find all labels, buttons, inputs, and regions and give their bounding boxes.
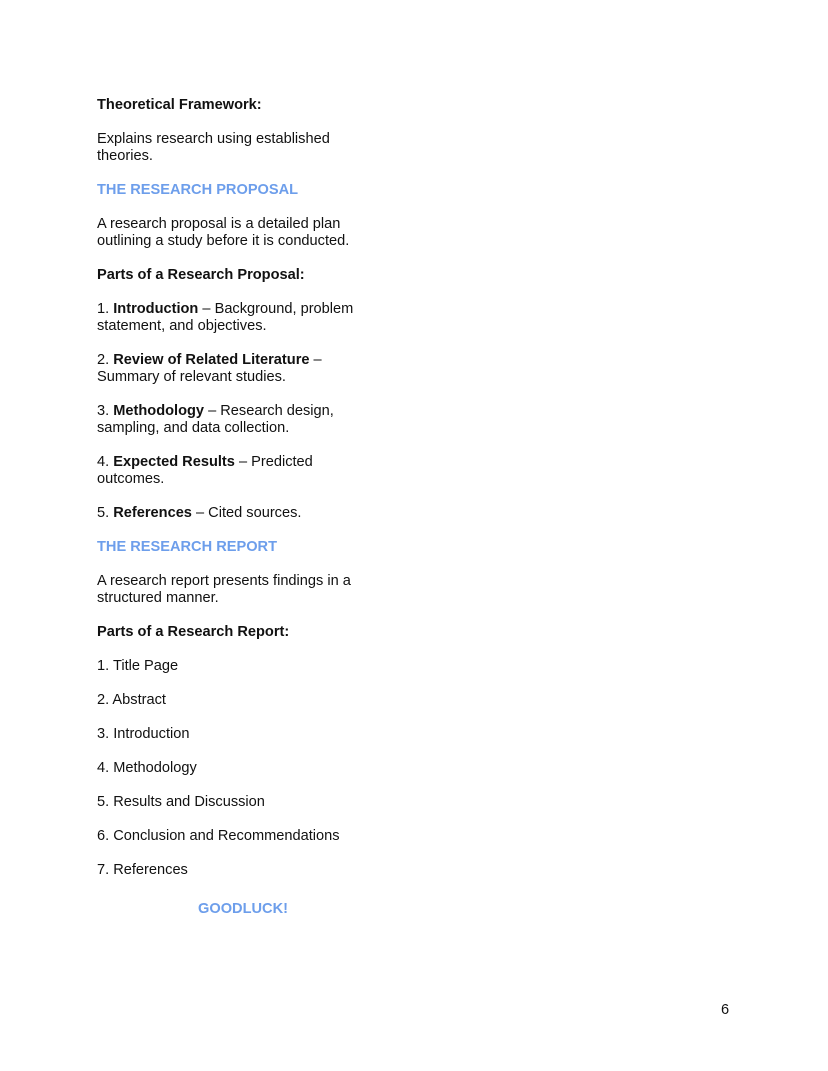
proposal-part-number: 1. (97, 301, 114, 317)
theoretical-framework-text: Explains research using established theories. (97, 131, 330, 164)
research-report-heading: THE RESEARCH REPORT (97, 539, 278, 555)
proposal-part-description: – Predicted outcomes. (97, 454, 313, 487)
proposal-part-description: – Research design, sampling, and data collection. (97, 403, 334, 436)
report-parts-heading: Parts of a Research Report: (97, 624, 290, 640)
proposal-part-term: Review of Related Literature (113, 352, 310, 368)
proposal-part-item (97, 403, 369, 437)
proposal-part-term: Introduction (113, 301, 199, 317)
proposal-part-term: References (113, 505, 192, 521)
report-part-item: 5. Results and Discussion (97, 794, 265, 810)
report-part-item: 6. Conclusion and Recommendations (97, 828, 340, 844)
proposal-part-number: 2. (97, 352, 114, 368)
proposal-part-description: – Summary of relevant studies. (97, 352, 322, 385)
proposal-part-description: – Cited sources. (191, 505, 302, 521)
proposal-part-term: Expected Results (113, 454, 235, 470)
proposal-part-description: – Background, problem statement, and objectives. (97, 301, 354, 334)
proposal-parts-heading: Parts of a Research Proposal: (97, 267, 305, 283)
research-proposal-intro: A research proposal is a detailed plan outlining a study before it is conducted. (97, 216, 350, 249)
goodluck-closing: GOODLUCK! (198, 901, 288, 917)
proposal-part-number: 5. (97, 505, 114, 521)
proposal-part-item (97, 352, 369, 386)
page-content (97, 97, 369, 896)
theoretical-framework-heading: Theoretical Framework: (97, 97, 262, 113)
report-part-item: 1. Title Page (97, 658, 179, 674)
proposal-part-term: Methodology (113, 403, 205, 419)
proposal-part-item (97, 301, 369, 335)
proposal-part-item (97, 454, 369, 488)
research-proposal-heading: THE RESEARCH PROPOSAL (97, 182, 299, 198)
page-number: 6 (721, 1002, 730, 1018)
research-report-intro: A research report presents findings in a structured manner. (97, 573, 351, 606)
report-part-item: 3. Introduction (97, 726, 190, 742)
report-part-item: 2. Abstract (97, 692, 166, 708)
proposal-part-number: 4. (97, 454, 114, 470)
proposal-part-number: 3. (97, 403, 114, 419)
proposal-part-item (97, 505, 369, 522)
report-part-item: 4. Methodology (97, 760, 197, 776)
report-part-item: 7. References (97, 862, 188, 878)
